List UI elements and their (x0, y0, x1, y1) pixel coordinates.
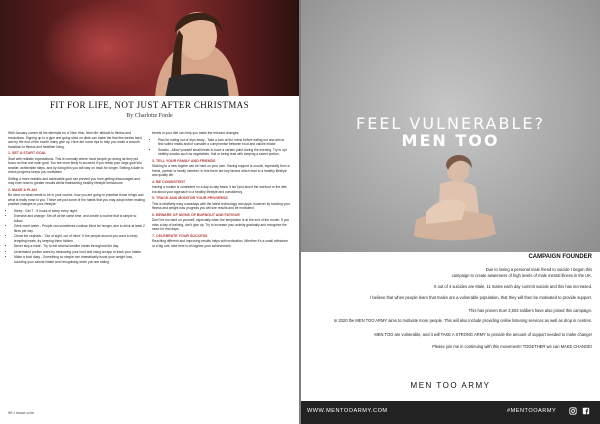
facebook-icon[interactable] (582, 407, 590, 415)
list-item: • Exercise and change: Set off at the same time, and create a routine that is simple to follow. (14, 214, 146, 223)
woman-portrait-image (135, 2, 255, 96)
advert-headline: FEEL VULNERABLE? (356, 114, 545, 133)
list-item: • Snacks - Allow yourself small treats to have a certain point during the evening. Try to opt healthy snacks such as vegetables, fruit or being lead with keeping a sweet portion. (158, 148, 290, 157)
right-page-advert (301, 0, 600, 424)
tips-list (152, 138, 290, 157)
article-column-1 (8, 131, 146, 266)
section-heading: 6. BEWARE OF SIGNS OF BURNOUT AND FATIGUE (152, 212, 240, 217)
list-item: • Never skip a meal - Try to eat several smaller meals throughout the day. (14, 244, 146, 249)
section-heading: 2. MAKE A PLAN (8, 187, 37, 192)
blurb-text: It out of 4 suicides are Male, 11 males each day commit suicide and this has increased. (434, 284, 592, 289)
section-heading: 4. BE CONSISTENT (152, 179, 186, 184)
blurb-text: Due to losing a personal male friend to suicide I began this (485, 267, 592, 272)
section-body: This is relatively easy nowadays with the latest technology and apps, however by tracking your fitness and weight loss progress you will see results and be motivated. (152, 201, 290, 210)
list-item: • Understand portion sizes by measuring your food and using an app to track your intake. (14, 250, 146, 255)
advert-footer-bar (301, 401, 600, 424)
list-item: • Plan for eating out or trips away - Take a look at the menu before eating out and aim to find suited meals and/or consider a compromise between food and calorie intake. (158, 138, 290, 147)
list-item: • Sleep - Get 7 - 9 hours of sleep every night. (14, 209, 146, 214)
section-body: Don't be too hard on yourself, especially when the temptation is at the end of the month. If you miss a day of training, don't give up. Try to increase your activity gradually and recognise the need for rest days. (152, 218, 290, 231)
blurb-text: MEN TOO are vulnerable, and it will TAKE A STRONG ARMY to provide the amount of support needed to make change! (374, 332, 592, 337)
advert-subheadline: MEN TOO (401, 131, 500, 150)
blurb-text: In 2020 the MEN TOO ARMY aims to motivate more people. This will also include providing online listening services as well as drop in centres. (333, 318, 592, 323)
section-body: Having a routine is consistent on a day-to-day basis; it isn't just about the workout or the diet, but about your approach to a healthy lifestyle and consistency. (152, 185, 288, 194)
section-body: Sticking to a new regime can be hard on your own. Having support is crucial, especially from a friend, partner or family member. In this there are key factors which lead to a healthy lifestyle and quality life. (152, 164, 290, 177)
section-body: trends in your diet can help you make the relevant changes. (152, 131, 240, 135)
hashtag-text: #MENTOOARMY (507, 408, 557, 414)
website-link[interactable]: WWW.MENTOOARMY.COM (307, 408, 388, 414)
habits-list (8, 209, 146, 265)
page-folio: 96 • issue.com (8, 410, 35, 415)
article-title: FIT FOR LIFE, NOT JUST AFTER CHRISTMAS (50, 100, 249, 110)
campaign-founder-heading: CAMPAIGN FOUNDER (528, 254, 592, 260)
section-body: Reaching different and improving results helps with motivation. Whether it's a small milestone or a big one, take time to recognise your achievement. (152, 239, 288, 248)
left-page (0, 0, 299, 424)
section-heading: 1. SET A START GOAL (8, 151, 47, 155)
section-heading: 3. TELL YOUR FAMILY AND FRIENDS (152, 158, 216, 163)
section-body: Setting a more realistic and achievable goal can prevent you from getting discouraged and may even lead to greater results whilst maintaining healthy lifestyle behaviours. (8, 176, 140, 185)
section-body: Be clear on what needs to be in your routine, how you are going to prioritise those things and what is really most to you. These are just some of the habits that you may adopt when making positive changes to your lifestyle: (8, 193, 145, 206)
blurb-text: I believe that when people learn that males are a vulnerable population, that they will then be motivated to provide support. (370, 295, 592, 300)
section-body: Start with realistic expectations. This is normally where most people go wrong as they put focus on that one main goal. You are more likely to succeed if you break your large goal into smaller, achievable steps, and by doing this you will stay on track for longer. Setting a date to check progress keeps you motivated. (8, 156, 144, 174)
men-too-army-logo: MEN TOO ARMY (410, 381, 491, 390)
seated-figure-image (396, 150, 506, 245)
article-byline: By Charlotte Forde (126, 113, 173, 119)
instagram-icon[interactable] (569, 407, 577, 415)
article-column-2 (152, 131, 290, 250)
section-heading: 7. CELEBRATE YOUR SUCCESS (152, 233, 208, 238)
list-item: • Drink more water - People can sometimes confuse thirst for hunger, aim to drink at least 2 litres per day. (14, 224, 146, 233)
hero-photo-woman-gym (0, 0, 299, 96)
list-item: • Make a food diary - Something so simple can dramatically boost your weight loss, counting your calorie intake and recognising when you are eating. (14, 255, 146, 264)
section-heading: 5. TRACK AND MONITOR YOUR PROGRESS (152, 196, 228, 200)
list-item: • Cheat the cephalic - 'Out of sight, out of mind'. If the people around you want to keep tempting treats, try keeping them hidden. (14, 234, 146, 243)
blurb-text: This has proven true! 2,503 soldiers have also joined this campaign. (468, 308, 592, 313)
article-intro: With January comes all the attempts for a 'New Year, New Me' attitude to fitness and resolutions. Signing up to a gym and going strict on diets can make the first few weeks hard, and by the end of the month many give up. Here are some tips to help you make a smooth transition to fitness and healthier living. (8, 131, 143, 149)
blurb-text: campaign to create awareness of high levels of male mental illness in the UK. (451, 273, 592, 278)
blurb-text: Please join me in continuing with this movement!! TOGETHER we can MAKE CHANGE! (432, 344, 592, 349)
